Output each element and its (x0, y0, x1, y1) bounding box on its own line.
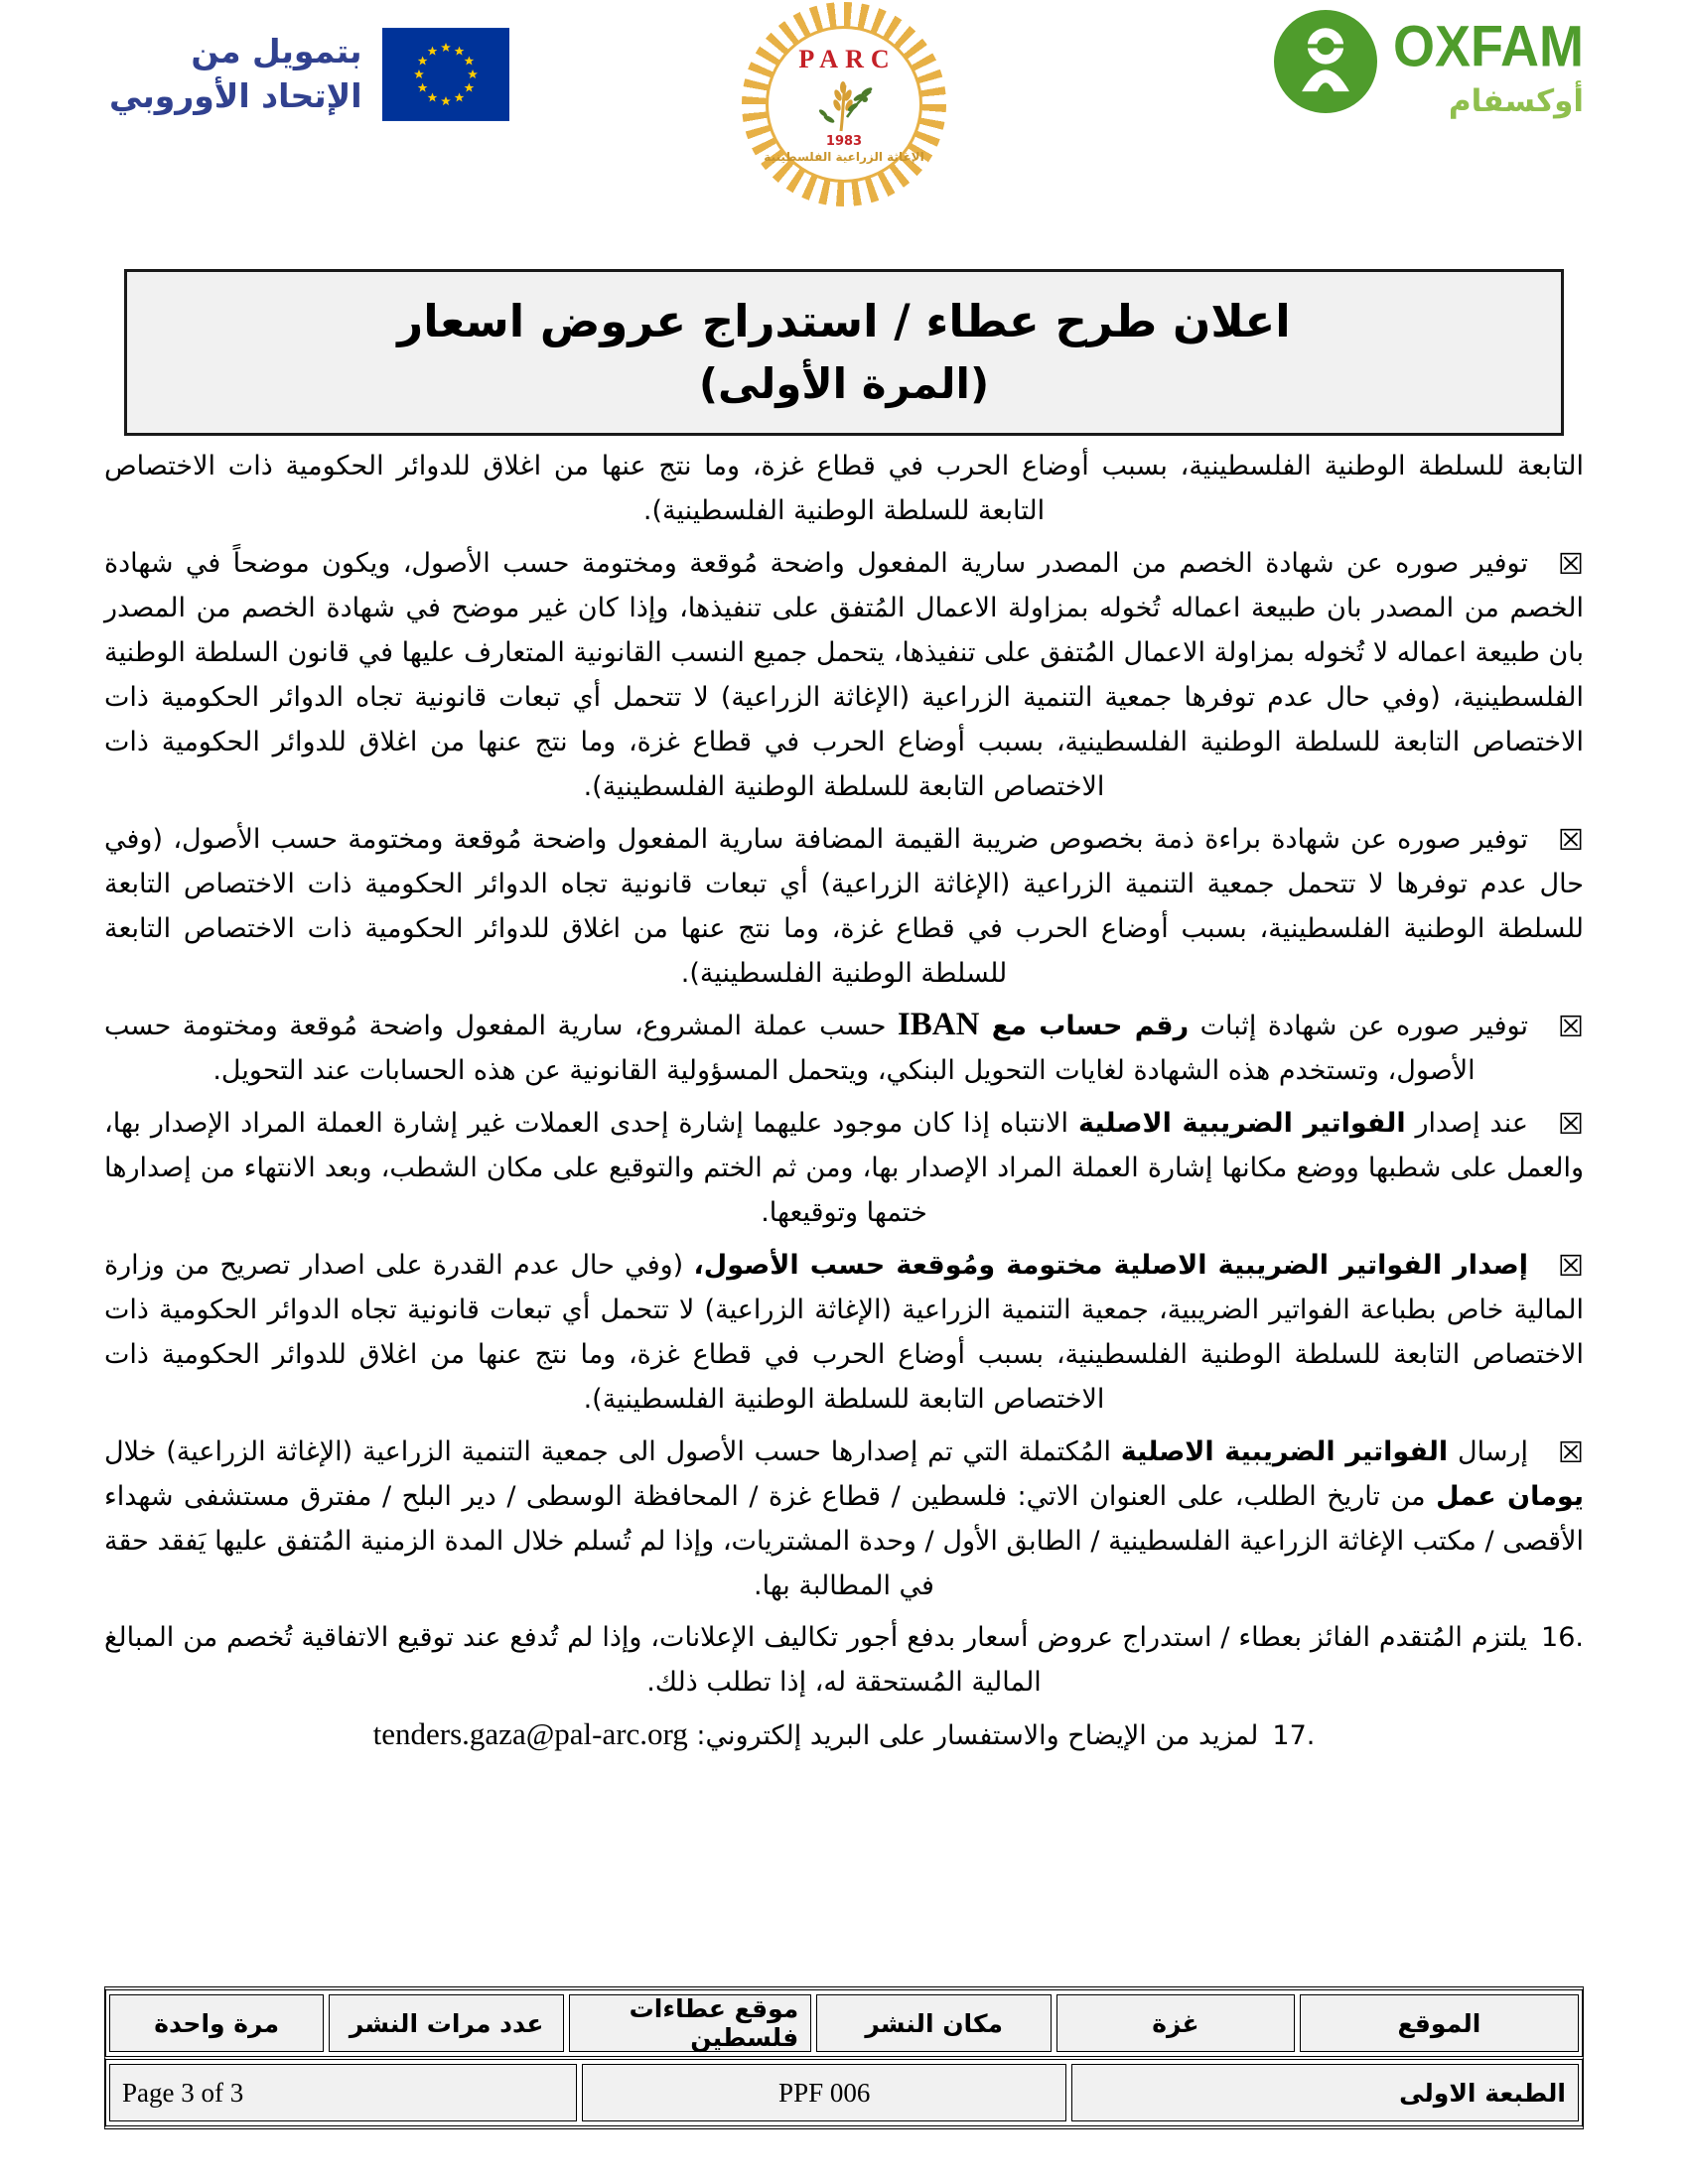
eu-funding-text (109, 30, 362, 118)
numbered-item-16 (104, 1615, 1584, 1705)
parc-logo (742, 2, 946, 206)
numbered-item-text: يلتزم المُتقدم الفائز بعطاء / استدراج عروض أسعار بدفع أجور تكاليف الإعلانات، وإذا لم تُدفع عند توقيع الاتفاقية تُخصم من المبالغ المالية المُستحقة له، إذا تطلب ذلك. (104, 1622, 1528, 1699)
checkbox-item-text: إصدار الفواتير الضريبية الاصلية مختومة ومُوقعة حسب الأصول، (وفي حال عدم القدرة على اصدار تصريح من وزارة المالية خاص بطباعة الفواتير الضريبية، جمعية التنمية الزراعية (الإغاثة الزراعية) لا تتحمل أي تبعات قانونية تجاه الدوائر الحكومية ذات الاختصاص التابعة للسلطة الوطنية الفلسطينية، بسبب أوضاع الحرب في قطاع غزة، وما نتج عنها من اغلاق للدوائر الحكومية ذات الاختصاص التابعة للسلطة الوطنية الفلسطينية). (104, 1250, 1584, 1416)
parc-acronym: PARC (798, 45, 897, 73)
publish-place-value-cell: موقع عطاءات فلسطين (569, 1994, 811, 2052)
location-label-cell: الموقع (1300, 1994, 1579, 2052)
parc-year: 1983 (825, 134, 863, 149)
parc-arabic-name: الإغاثة الزراعية الفلسطينية (764, 150, 924, 164)
document-meta-row (104, 2056, 1584, 2129)
tender-title-box (124, 269, 1564, 436)
publication-info-row (104, 1986, 1584, 2056)
publish-count-value-cell: مرة واحدة (109, 1994, 324, 2052)
publish-place-label-cell: مكان النشر (816, 1994, 1052, 2052)
checkbox-item-invoice-stamped (104, 1242, 1584, 1422)
checkbox-item-iban-certificate (104, 1003, 1584, 1093)
checkbox-icon: ☒ (1558, 1435, 1584, 1470)
checkbox-item-text: توفير صوره عن شهادة الخصم من المصدر سارية المفعول واضحة مُوقعة ومختومة حسب الأصول، ويكون موضحاً في شهادة الخصم من المصدر بان طبيعة اعماله تُخوله بمزاولة الاعمال المُتفق على تنفيذها، وإذا كان غير موضح في شهادة الخصم من المصدر بان طبيعة اعماله لا تُخوله بمزاولة الاعمال المُتفق على تنفيذها، يتحمل جميع النسب القانونية المتعارف عليها في قانون السلطة الوطنية الفلسطينية، (وفي حال عدم توفرها جمعية التنمية الزراعية (الإغاثة الزراعية) لا تتحمل أي تبعات قانونية تجاه الدوائر الحكومية ذات الاختصاص التابعة للسلطة الوطنية الفلسطينية، بسبب أوضاع الحرب في قطاع غزة، وما نتج عنها من اغلاق للدوائر الحكومية ذات الاختصاص التابعة للسلطة الوطنية الفلسطينية). (104, 548, 1584, 803)
header-logos (104, 0, 1584, 233)
eu-funding-logo (109, 28, 509, 121)
checkbox-icon: ☒ (1558, 1249, 1585, 1284)
tenders-email-address[interactable]: tenders.gaza@pal-arc.org (372, 1716, 688, 1752)
checkbox-icon: ☒ (1558, 823, 1584, 858)
oxfam-wordmark: OXFAM (1392, 14, 1584, 79)
oxfam-person-icon (1274, 10, 1377, 113)
checkbox-item-deduction-certificate (104, 540, 1584, 809)
checkbox-item-vat-clearance (104, 816, 1584, 996)
numbered-item-text: لمزيد من الإيضاح والاستفسار على البريد إلكتروني: (687, 1720, 1259, 1752)
document-code-cell: PPF 006 (582, 2064, 1066, 2121)
oxfam-wordmark-block (1392, 14, 1584, 119)
eu-funding-line2: الإتحاد الأوروبي (109, 76, 362, 115)
location-value-cell: غزة (1056, 1994, 1295, 2052)
tender-title-line2: (المرة الأولى) (698, 358, 990, 408)
item-number: 16. (1541, 1622, 1584, 1654)
checkbox-item-text: توفير صوره عن شهادة براءة ذمة بخصوص ضريبة القيمة المضافة سارية المفعول واضحة مُوقعة ومختومة حسب الأصول، (وفي حال عدم توفرها لا تتحمل جمعية التنمية الزراعية (الإغاثة الزراعية) أي تبعات قانونية تجاه الدوائر الحكومية ذات الاختصاص التابعة للسلطة الوطنية الفلسطينية، بسبب أوضاع الحرب في قطاع غزة، وما نتج عنها من اغلاق للدوائر الحكومية ذات الاختصاص التابعة للسلطة الوطنية الفلسطينية). (104, 824, 1584, 990)
oxfam-logo (1274, 10, 1584, 119)
checkbox-icon: ☒ (1558, 547, 1584, 582)
checkbox-item-text: توفير صوره عن شهادة إثبات رقم حساب مع IBAN حسب عملة المشروع، سارية المفعول واضحة مُوقعة ومختومة حسب الأصول، وتستخدم هذه الشهادة لغايات التحويل البنكي، ويتحمل المسؤولية القانونية عن هذه الحسابات عند التحويل. (104, 1007, 1528, 1087)
checkbox-item-text: إرسال الفواتير الضريبية الاصلية المُكتملة التي تم إصدارها حسب الأصول الى جمعية التنمية الزراعية (الإغاثة الزراعية) خلال يومان عمل من تاريخ الطلب، على العنوان الاتي: فلسطين / قطاع غزة / المحافظة الوسطى / دير البلح / مفترق مستشفى شهداء الأقصى / مكتب الإغاثة الزراعية الفلسطينية / الطابق الأول / وحدة المشتريات، وإذا لم تُسلم خلال المدة الزمنية المُتفق عليها يَفقد حقة في المطالبة بها. (104, 1436, 1584, 1602)
oxfam-arabic-name: أوكسفام (1448, 83, 1584, 119)
checkbox-item-invoice-delivery (104, 1429, 1584, 1608)
wheat-olive-icon (813, 75, 875, 133)
edition-cell: الطبعة الاولى (1071, 2064, 1579, 2121)
numbered-item-17 (104, 1711, 1584, 1758)
checkbox-item-invoice-currency (104, 1100, 1584, 1235)
publish-count-label-cell: عدد مرات النشر (329, 1994, 564, 2052)
document-body (104, 444, 1584, 1758)
checkbox-icon: ☒ (1558, 1107, 1584, 1142)
page-number-cell: Page 3 of 3 (109, 2064, 577, 2121)
tender-title-line1: اعلان طرح عطاء / استدراج عروض اسعار (397, 295, 1291, 347)
checkbox-icon: ☒ (1558, 1010, 1584, 1044)
item-number: 17. (1272, 1720, 1316, 1752)
checkbox-item-text: عند إصدار الفواتير الضريبية الاصلية الانتباه إذا كان موجود عليهما إشارة إحدى العملات غير إشارة العملة المراد الإصدار بها، والعمل على شطبها ووضع مكانها إشارة العملة المراد الإصدار بها، ومن ثم الختم والتوقيع على مكان الشطب، وبعد الانتهاء من إصدارها ختمها وتوقيعها. (104, 1108, 1584, 1229)
parc-logo-inner (766, 26, 922, 183)
eu-flag-icon (382, 28, 509, 121)
intro-paragraph: التابعة للسلطة الوطنية الفلسطينية، بسبب أوضاع الحرب في قطاع غزة، وما نتج عنها من اغلاق للدوائر الحكومية ذات الاختصاص التابعة للسلطة الوطنية الفلسطينية). (104, 451, 1584, 527)
eu-funding-line1: بتمويل من (191, 32, 362, 71)
footer-tables (104, 1986, 1584, 2129)
